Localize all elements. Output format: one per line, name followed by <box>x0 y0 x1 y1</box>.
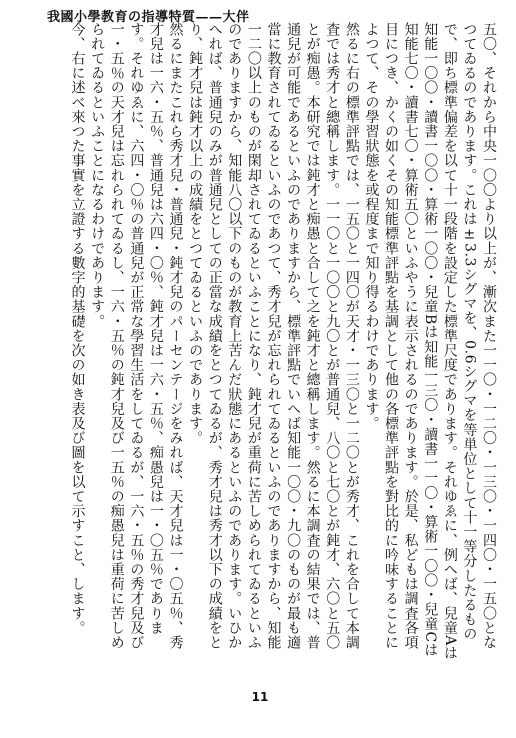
paragraph: 五〇、それから中央一〇〇より以上が、漸次また一一〇・一二〇・一三〇・一四〇・一五〇となつてゐるのであります。これは±3.3シグマを、0.6シグマを等単位として十一等分したるもので、即ち標準偏差を以て十一段階を設定した標準尺度であります。それゆゑに、例へば、兒童Aは知能一〇〇・讀書一〇〇・算術一〇〇・兒童Bは知能一三〇・讀書一一〇・算術一〇〇・兒童Cは知能七〇・讀書七〇・算術五〇といふやうに表示されるのであります。於是、私どもは調査各項目につき、かくの如くその知能標準評點を基調として他の各標準評點を對比的に吟味することによつて、その學習狀態を或程度まで知り得るわけであります。 <box>363 22 497 661</box>
page-number: 11 <box>251 690 269 704</box>
paragraph: 然るにまたこれら秀才兒・普通兒・鈍才兒のパーセンテージをみれば、天才兒は一・〇五％、秀才兒は一六・五％、普通兒は六四・〇％、鈍才兒は一六・五％、痴愚兒は一・〇五％であります。それゆゑに、六四・〇％の普通兒が正常な學習生活をしてゐるが、一六・五％の秀才兒及び一・五％の天才兒は忘れられてゐるし、一六・五％の鈍才兒及び一五％の痴愚兒は重荷に苦しめられてゐるといふことになるわけであります。 <box>89 22 184 650</box>
paragraph: 今、右に述べ來つた事實を立證する數字的基礎を次の如き表及び圖を以て示すこと、します。 <box>69 22 86 636</box>
running-head: 我國小學教育の指導特質——大伴 <box>47 10 250 25</box>
body-text <box>40 22 498 662</box>
paragraph: 然るに右の標準評點では、一五〇と一四〇が天才・一三〇と一二〇とが秀才、これを合して本調査では秀才と總稱します。一一〇と一〇〇と九〇とが普通兒、八〇と七〇とが鈍才、六〇と五〇とが痴愚。本研究では鈍才と痴愚と合して之を鈍才と總稱します。然るに本調査の結果では、普通兒が可能であるといふのでありますから、標準評點でいへば知能一〇〇・九〇のものが最も適當に教育されてゐるといふのであつて、秀才兒が忘れられてゐるといふのでありますから、知能一二〇以上のものが閑却されてゐるといふことになり、鈍才兒が重荷に苦しめられてゐるといふのでありますから、知能八〇以下のものが教育上苦んだ狀態にあるといふのであります。いひかへれば、普通兒のみが普通兒としての正當な成績をとつてゐるが、秀才兒は秀才以下の成績をとり、鈍才兒は鈍才以上の成績をとつてゐるといふのであります。 <box>187 22 360 650</box>
